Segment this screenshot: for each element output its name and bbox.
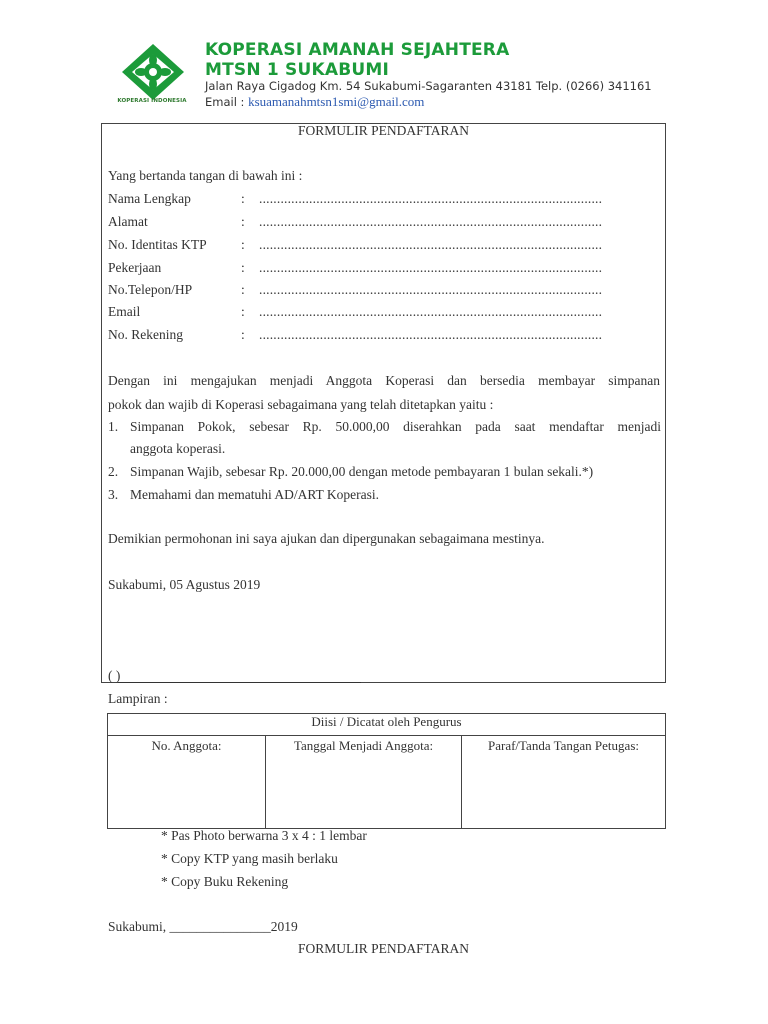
field-colon: : bbox=[241, 191, 245, 206]
field-colon: : bbox=[241, 282, 245, 297]
field-colon: : bbox=[241, 260, 245, 275]
email-link[interactable]: ksuamanahmtsn1smi@gmail.com bbox=[248, 94, 425, 109]
org-subtitle: MTSN 1 SUKABUMI bbox=[205, 60, 390, 80]
org-name: KOPERASI AMANAH SEJAHTERA bbox=[205, 40, 510, 60]
signature-line[interactable] bbox=[118, 682, 361, 683]
closing-statement: Demikian permohonan ini saya ajukan dan dipergunakan sebagaimana mestinya. bbox=[108, 531, 545, 546]
field-blank-rekening[interactable]: ................................................................................................ bbox=[259, 327, 603, 342]
koperasi-indonesia-logo-icon bbox=[118, 42, 188, 102]
attachment-label: Lampiran : bbox=[108, 691, 168, 706]
requirement-item: * Copy KTP yang masih berlaku bbox=[161, 851, 338, 866]
field-label-alamat: Alamat bbox=[108, 214, 148, 229]
org-address: Jalan Raya Cigadog Km. 54 Sukabumi-Sagaranten 43181 Telp. (0266) 341161 bbox=[205, 79, 652, 93]
field-blank-alamat[interactable]: ................................................................................................ bbox=[259, 214, 603, 229]
field-label-telepon: No.Telepon/HP bbox=[108, 282, 193, 297]
statement-line-2: pokok dan wajib di Koperasi sebagaimana yang telah ditetapkan yaitu : bbox=[108, 397, 494, 412]
field-blank-pekerjaan[interactable]: ................................................................................................ bbox=[259, 260, 603, 275]
field-blank-telepon[interactable]: ................................................................................................ bbox=[259, 282, 603, 297]
field-colon: : bbox=[241, 237, 245, 252]
requirement-item: * Copy Buku Rekening bbox=[161, 874, 289, 889]
org-email-row bbox=[205, 94, 424, 110]
field-blank-nama[interactable]: ................................................................................................ bbox=[259, 191, 603, 206]
form-intro: Yang bertanda tangan di bawah ini : bbox=[108, 168, 303, 183]
field-label-rekening: No. Rekening bbox=[108, 327, 183, 342]
table-divider bbox=[107, 735, 666, 736]
form-title: FORMULIR PENDAFTARAN bbox=[297, 123, 470, 138]
requirement-item: * Pas Photo berwarna 3 x 4 : 1 lembar bbox=[161, 828, 367, 843]
column-header-paraf: Paraf/Tanda Tangan Petugas: bbox=[487, 738, 639, 753]
field-colon: : bbox=[241, 304, 245, 319]
field-blank-email[interactable]: ................................................................................................ bbox=[259, 304, 603, 319]
field-colon: : bbox=[241, 214, 245, 229]
statement-line-1: Dengan ini mengajukan menjadi Anggota Koperasi dan bersedia membayar simpanan bbox=[108, 373, 660, 388]
list-item-1-line-2: anggota koperasi. bbox=[130, 441, 226, 456]
admin-table bbox=[107, 713, 666, 829]
logo-caption: KOPERASI INDONESIA bbox=[117, 98, 187, 104]
list-item-2: Simpanan Wajib, sebesar Rp. 20.000,00 dengan metode pembayaran 1 bulan sekali.*) bbox=[130, 464, 594, 479]
field-label-pekerjaan: Pekerjaan bbox=[108, 260, 162, 275]
list-number: 2. bbox=[108, 464, 119, 479]
place-date: Sukabumi, 05 Agustus 2019 bbox=[108, 577, 261, 592]
column-header-no-anggota: No. Anggota: bbox=[151, 738, 222, 753]
signature-parentheses: ( ) bbox=[108, 668, 121, 683]
list-item-3: Memahami dan mematuhi AD/ART Koperasi. bbox=[130, 487, 380, 502]
footer-form-title: FORMULIR PENDAFTARAN bbox=[297, 941, 470, 956]
list-number: 1. bbox=[108, 419, 119, 434]
field-blank-ktp[interactable]: ................................................................................................ bbox=[259, 237, 603, 252]
column-header-tanggal: Tanggal Menjadi Anggota: bbox=[293, 738, 434, 753]
footer-place-date-blank: Sukabumi, _______________2019 bbox=[108, 919, 298, 934]
field-label-ktp: No. Identitas KTP bbox=[108, 237, 207, 252]
list-number: 3. bbox=[108, 487, 119, 502]
list-item-1-line-1: Simpanan Pokok, sebesar Rp. 50.000,00 diserahkan pada saat mendaftar menjadi bbox=[130, 419, 661, 434]
field-label-email: Email bbox=[108, 304, 141, 319]
admin-table-title: Diisi / Dicatat oleh Pengurus bbox=[311, 714, 462, 729]
field-label-nama: Nama Lengkap bbox=[108, 191, 191, 206]
field-colon: : bbox=[241, 327, 245, 342]
email-label: Email : bbox=[205, 95, 249, 109]
